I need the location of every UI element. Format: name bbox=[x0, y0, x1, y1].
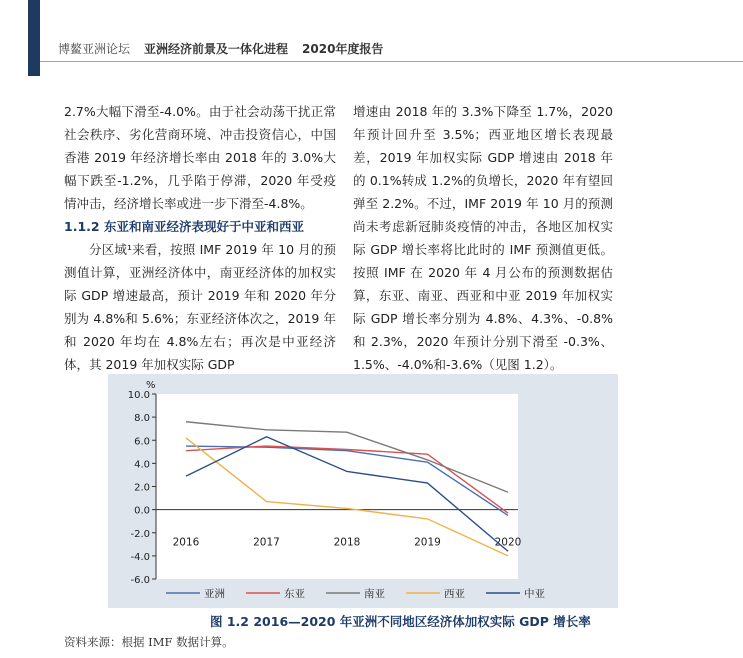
right-paragraph: 增速由 2018 年的 3.3%下降至 1.7%，2020 年预计回升至 3.5%；西亚地区增长表现最差，2019 年加权实际 GDP 增速由 2018 年的 0.1%转成 1.2%的负增长，2020 年有望回弹至 2.2%。不过，IMF 2019 年 10 月的预测尚未考虑新冠肺炎疫情的冲击，各地区加权实际 GDP 增长率将比此时的 IMF 预测值更低。按照 IMF 在 2020 年 4 月公布的预测数据估算，东亚、南亚、西亚和中亚 2019 年加权实际 GDP 增长率分别为 4.8%、4.3%、-0.8%和 2.3%，2020 年预计分别下滑至 -0.3%、1.5%、-4.0%和-3.6%（见图 1.2）。 bbox=[353, 104, 613, 372]
figure-caption: 图 1.2 2016—2020 年亚洲不同地区经济体加权实际 GDP 增长率 bbox=[210, 614, 591, 629]
source-note: 资料来源：根据 IMF 数据计算。 bbox=[64, 635, 234, 649]
y-axis-unit: % bbox=[146, 380, 156, 391]
x-tick-label: 2018 bbox=[333, 536, 361, 549]
y-tick-label: 4.0 bbox=[134, 459, 150, 471]
x-tick-label: 2020 bbox=[494, 536, 522, 549]
y-tick-label: -6.0 bbox=[130, 575, 150, 586]
left-paragraph-2: 分区域¹来看，按照 IMF 2019 年 10 月的预测值计算，亚洲经济体中，南亚经济体的加权实际 GDP 增速最高，预计 2019 年和 2020 年分别为 4.8%和 5.6%；东亚经济体次之，2019 年和 2020 年均在 4.8%左右；再次是中亚经济体，其 2019 年加权实际 GDP bbox=[64, 242, 336, 372]
left-paragraph-1: 2.7%大幅下滑至-4.0%。由于社会动荡干扰正常社会秩序、劣化营商环境、冲击投资信心，中国香港 2019 年经济增长率由 2018 年的 3.0%大幅下跌至-1.2%，几乎陷于停滞，2020 年受疫情冲击，经济增长率或进一步下滑至-4.8%。 bbox=[64, 104, 336, 211]
left-column bbox=[64, 100, 336, 376]
x-tick-label: 2019 bbox=[414, 536, 441, 549]
running-header bbox=[58, 40, 383, 57]
y-tick-label: 10.0 bbox=[127, 390, 150, 401]
y-tick-label: -2.0 bbox=[130, 528, 150, 540]
legend-label-1: 东亚 bbox=[284, 588, 305, 600]
y-tick-label: -4.0 bbox=[130, 551, 150, 563]
figure-chart bbox=[108, 374, 618, 608]
y-tick-label: 6.0 bbox=[134, 436, 150, 448]
header-year: 2020年度报告 bbox=[302, 42, 384, 56]
legend-label-4: 中亚 bbox=[524, 588, 545, 600]
right-column bbox=[353, 100, 613, 376]
x-tick-label: 2017 bbox=[253, 536, 280, 549]
section-heading: 1.1.2 东亚和南亚经济表现好于中亚和西亚 bbox=[64, 219, 304, 234]
legend-label-2: 南亚 bbox=[364, 588, 385, 600]
header-forum: 博鳌亚洲论坛 bbox=[58, 42, 131, 56]
line-chart bbox=[108, 374, 618, 608]
legend-label-3: 西亚 bbox=[444, 588, 465, 600]
legend-label-0: 亚洲 bbox=[204, 588, 225, 600]
y-tick-label: 2.0 bbox=[134, 482, 150, 494]
header-rule bbox=[40, 61, 743, 62]
y-tick-label: 0.0 bbox=[134, 505, 150, 517]
header-accent-bar bbox=[28, 0, 40, 76]
x-tick-label: 2016 bbox=[172, 536, 200, 549]
y-tick-label: 8.0 bbox=[134, 413, 150, 425]
header-title: 亚洲经济前景及一体化进程 bbox=[144, 42, 289, 56]
